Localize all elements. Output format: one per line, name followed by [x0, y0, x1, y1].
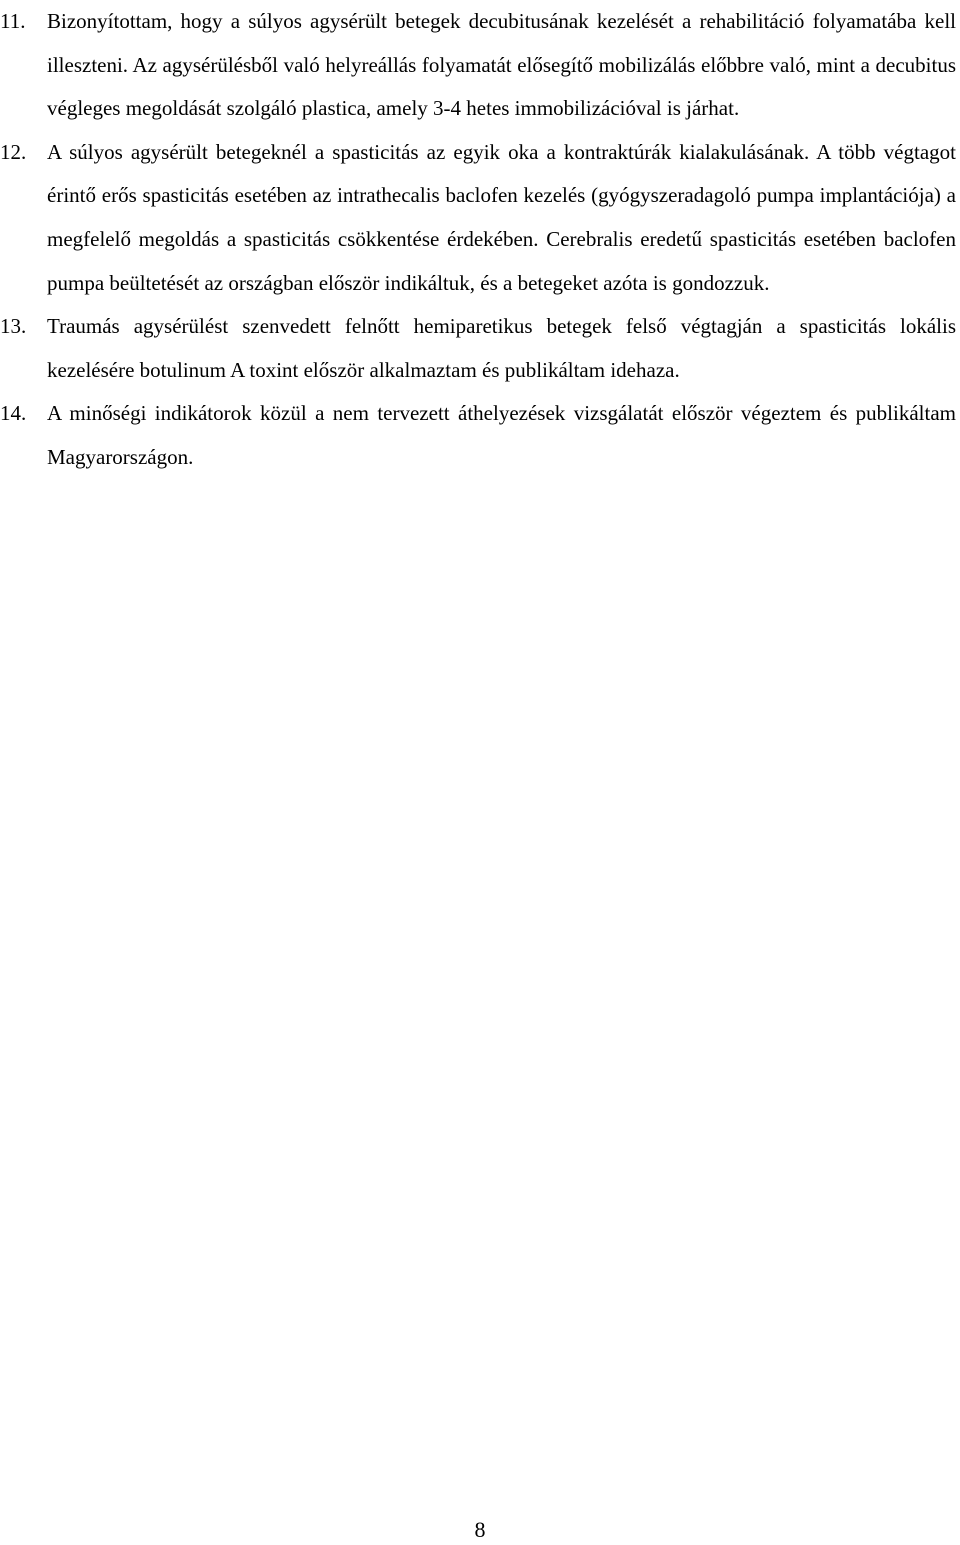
item-text: Traumás agysérülést szenvedett felnőtt hemiparetikus betegek felső végtagján a spasticitás lokális kezelésére botulinum A toxint először alkalmaztam és publikáltam idehaza.: [47, 314, 956, 382]
list-item: [0, 0, 956, 131]
list-item: [0, 305, 956, 392]
list-item: [0, 392, 956, 479]
item-text: A súlyos agysérült betegeknél a spasticitás az egyik oka a kontraktúrák kialakulásának. A több végtagot érintő erős spasticitás esetében az intrathecalis baclofen kezelés (gyógyszeradagoló pumpa implantációja) a megfelelő megoldás a spasticitás csökkentése érdekében. Cerebralis eredetű spasticitás esetében baclofen pumpa beültetését az országban először indikáltuk, és a betegeket azóta is gondozzuk.: [47, 139, 956, 295]
item-number: 12.: [0, 139, 27, 164]
item-number: 13.: [0, 314, 27, 339]
page-number: 8: [474, 1517, 486, 1542]
item-text: A minőségi indikátorok közül a nem tervezett áthelyezések vizsgálatát először végeztem és publikáltam Magyarországon.: [47, 401, 956, 469]
item-number: 11.: [0, 9, 26, 33]
list-item: [0, 131, 956, 305]
numbered-list: [0, 0, 956, 480]
item-number: 14.: [0, 401, 27, 426]
item-text: Bizonyítottam, hogy a súlyos agysérült betegek decubitusának kezelését a rehabilitáció folyamatába kell illeszteni. Az agysérülésből való helyreállás folyamatát elősegítő mobilizálás előbbre való, mint a decubitus végleges megoldását szolgáló plastica, amely 3-4 hetes immobilizációval is járhat.: [47, 9, 956, 121]
